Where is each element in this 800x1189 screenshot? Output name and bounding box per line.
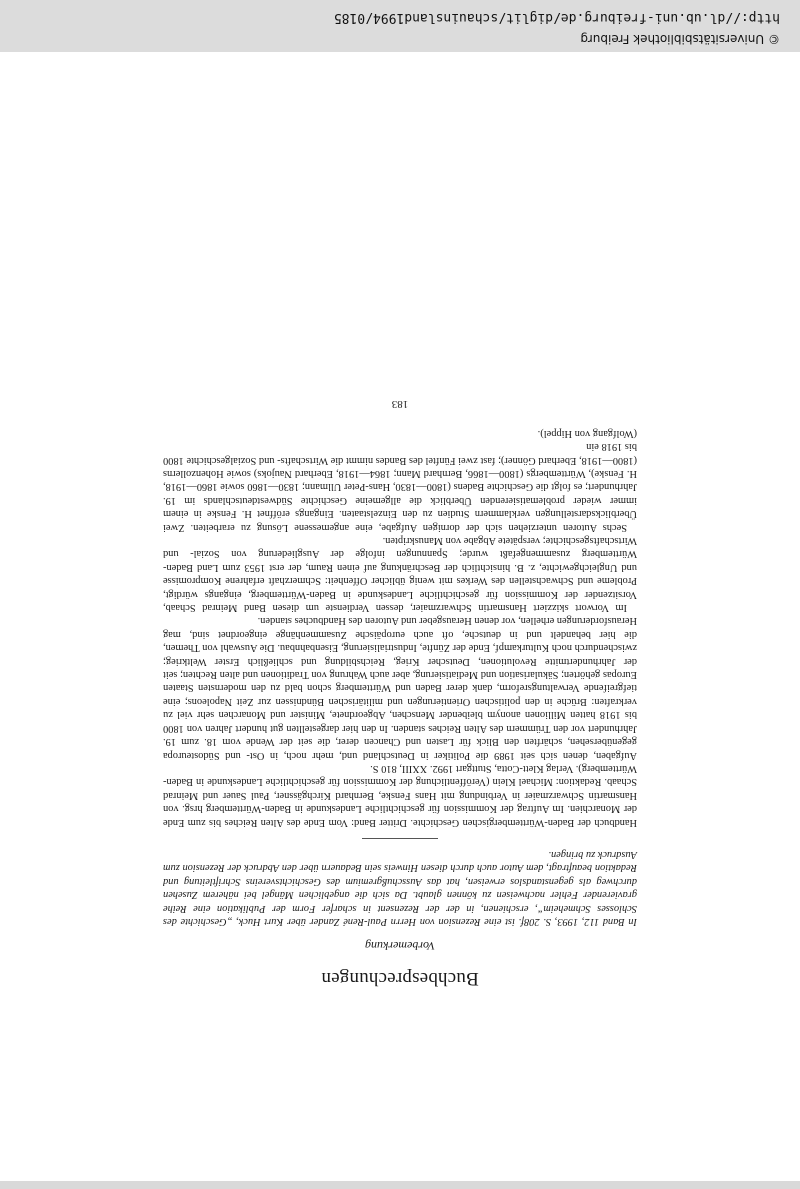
page-number: 183 [391, 398, 409, 411]
review-paragraph: Sechs Autoren unterziehen sich der dornigen Aufgabe, eine angemessene Lösung zu erarbeiten. Zwei Überblicksdarstellungen verklammern Studien zu den Einzelstaaten. Eingangs eröffnet H. Fenske in einem immer wieder problematisierenden Überblick die allgemeine Geschichte Südwestdeutschlands im 19. Jahrhundert; es folgt die Geschichte Badens (1800—1830, Hans-Peter Ullmann; 1830—1860 sowie 1860—1918, H. Fenske), Württembergs (1800—1866, Bernhard Mann; 1864—1918, Eberhard Naujoks) sowie Hohenzollerns (1800—1918, Eberhard Gönner); fast zwei Fünftel des Bandes nimmt die Wirtschafts- und Sozialgeschichte 1800 bis 1918 ein [163, 441, 637, 533]
subheading: Vorbemerkung [365, 939, 435, 953]
footer-bar [0, 0, 800, 52]
reviewer-signature: (Wolfgang von Hippel). [537, 427, 637, 439]
review-citation: Handbuch der Baden-Württembergischen Geschichte. Dritter Band: Vom Ende des Alten Reiches bis zum Ende der Monarchien. Im Auftrag der Kommission für geschichtliche Landeskunde in Baden-Württemberg hrsg. von Hansmartin Schwarzmaier in Verbindung mit Hans Fenske, Bernhard Kirchgässner, Paul Sauer und Meinrad Schaab. Redaktion: Michael Klein (Veröffentlichung der Kommission für geschichtliche Landeskunde in Baden-Württemberg). Verlag Klett-Cotta, Stuttgart 1992. XXIII, 810 S. [163, 762, 637, 828]
document-content [163, 398, 637, 989]
top-strip [0, 1181, 800, 1189]
divider [362, 838, 438, 839]
copyright-text: © Universitätsbibliothek Freiburg [580, 32, 780, 46]
review-paragraph: Im Vorwort skizziert Hansmartin Schwarzmaier, dessen Verdienste um diesen Band Meinrad Schaab, Vorsitzender der Kommission für geschichtliche Landeskunde in Baden-Württemberg, eingangs würdigt, Probleme und Schwachstellen des Werkes mit wenig üblicher Offenheit: Schmerzhaft erfahrene Kompromisse und Ungleichgewichte, z. B. hinsichtlich der Beschränkung auf einen Raum, der erst 1953 zum Land Baden-Württemberg zusammengefaßt wurde; Spannungen infolge der Ausgliederung von Sozial- und Wirtschaftsgeschichte; verspätete Abgabe von Manuskripten. [163, 535, 637, 614]
editorial-note: In Band 112, 1993, S. 208f. ist eine Rezension von Herrn Paul-René Zander über Kurt Huck, „Geschichte des Schlosses Schmeheim“, erschienen, in der der Rezensent in scharfer Form der Publikation eine Reihe gravierender Fehler nachweisen zu können glaubt. Da sich die angeblichen Mängel bei näherem Zusehen durchweg als gegenstandslos erweisen, hat das Ausschußgremium des Geschichtsvereins Schriftleitung und Redaktion beauftragt, dem Autor auch durch diesen Hinweis sein Bedauern über den Abdruck der Rezension zum Ausdruck zu bringen. [163, 848, 637, 927]
section-heading: Buchbesprechungen [321, 968, 479, 989]
permalink-url[interactable]: http://dl.ub.uni-freiburg.de/diglit/schauinsland1994/0185 [333, 10, 780, 25]
review-paragraph: Aufgaben, denen sich seit 1989 die Politiker in Deutschland und, mehr noch, in Ost- und Südosteuropa gegenübersehen, schärften den Blick für Lasten und Chancen derer, die seit der Wende vom 18. zum 19. Jahrhundert vor den Trümmern des Alten Reiches standen. In den hier dargestellten gut hundert Jahren von 1800 bis 1918 hatten Millionen anonym bleibender Menschen, Abgeordnete, Minister und Monarchen sehr viel zu verkraften: Brüche in den politischen Orientierungen und militärischen Bündnissen zur Zeit Napoleons; eine tiefgreifende Verwaltungsreform, dank derer Baden und Württemberg schon bald zu den modernsten Staaten Europas gehörten; Säkularisation und Mediatisierung, aber auch Wahrung von Traditionen und alten Rechten; seit der Jahrhundertmitte Revolutionen, Deutscher Krieg, Reichsbildung und schließlich Erster Weltkrieg; zwischendurch noch Kulturkampf, Ende der Zünfte, Industrialisierung, Eisenbahnbau. Die Auswahl von Themen, die hier behandelt und in deutsche, oft auch europäische Zusammenhänge eingeordnet sind, mag Herausforderungen erhellen, vor denen Herausgeber und Autoren des Handbuches standen. [163, 615, 637, 761]
